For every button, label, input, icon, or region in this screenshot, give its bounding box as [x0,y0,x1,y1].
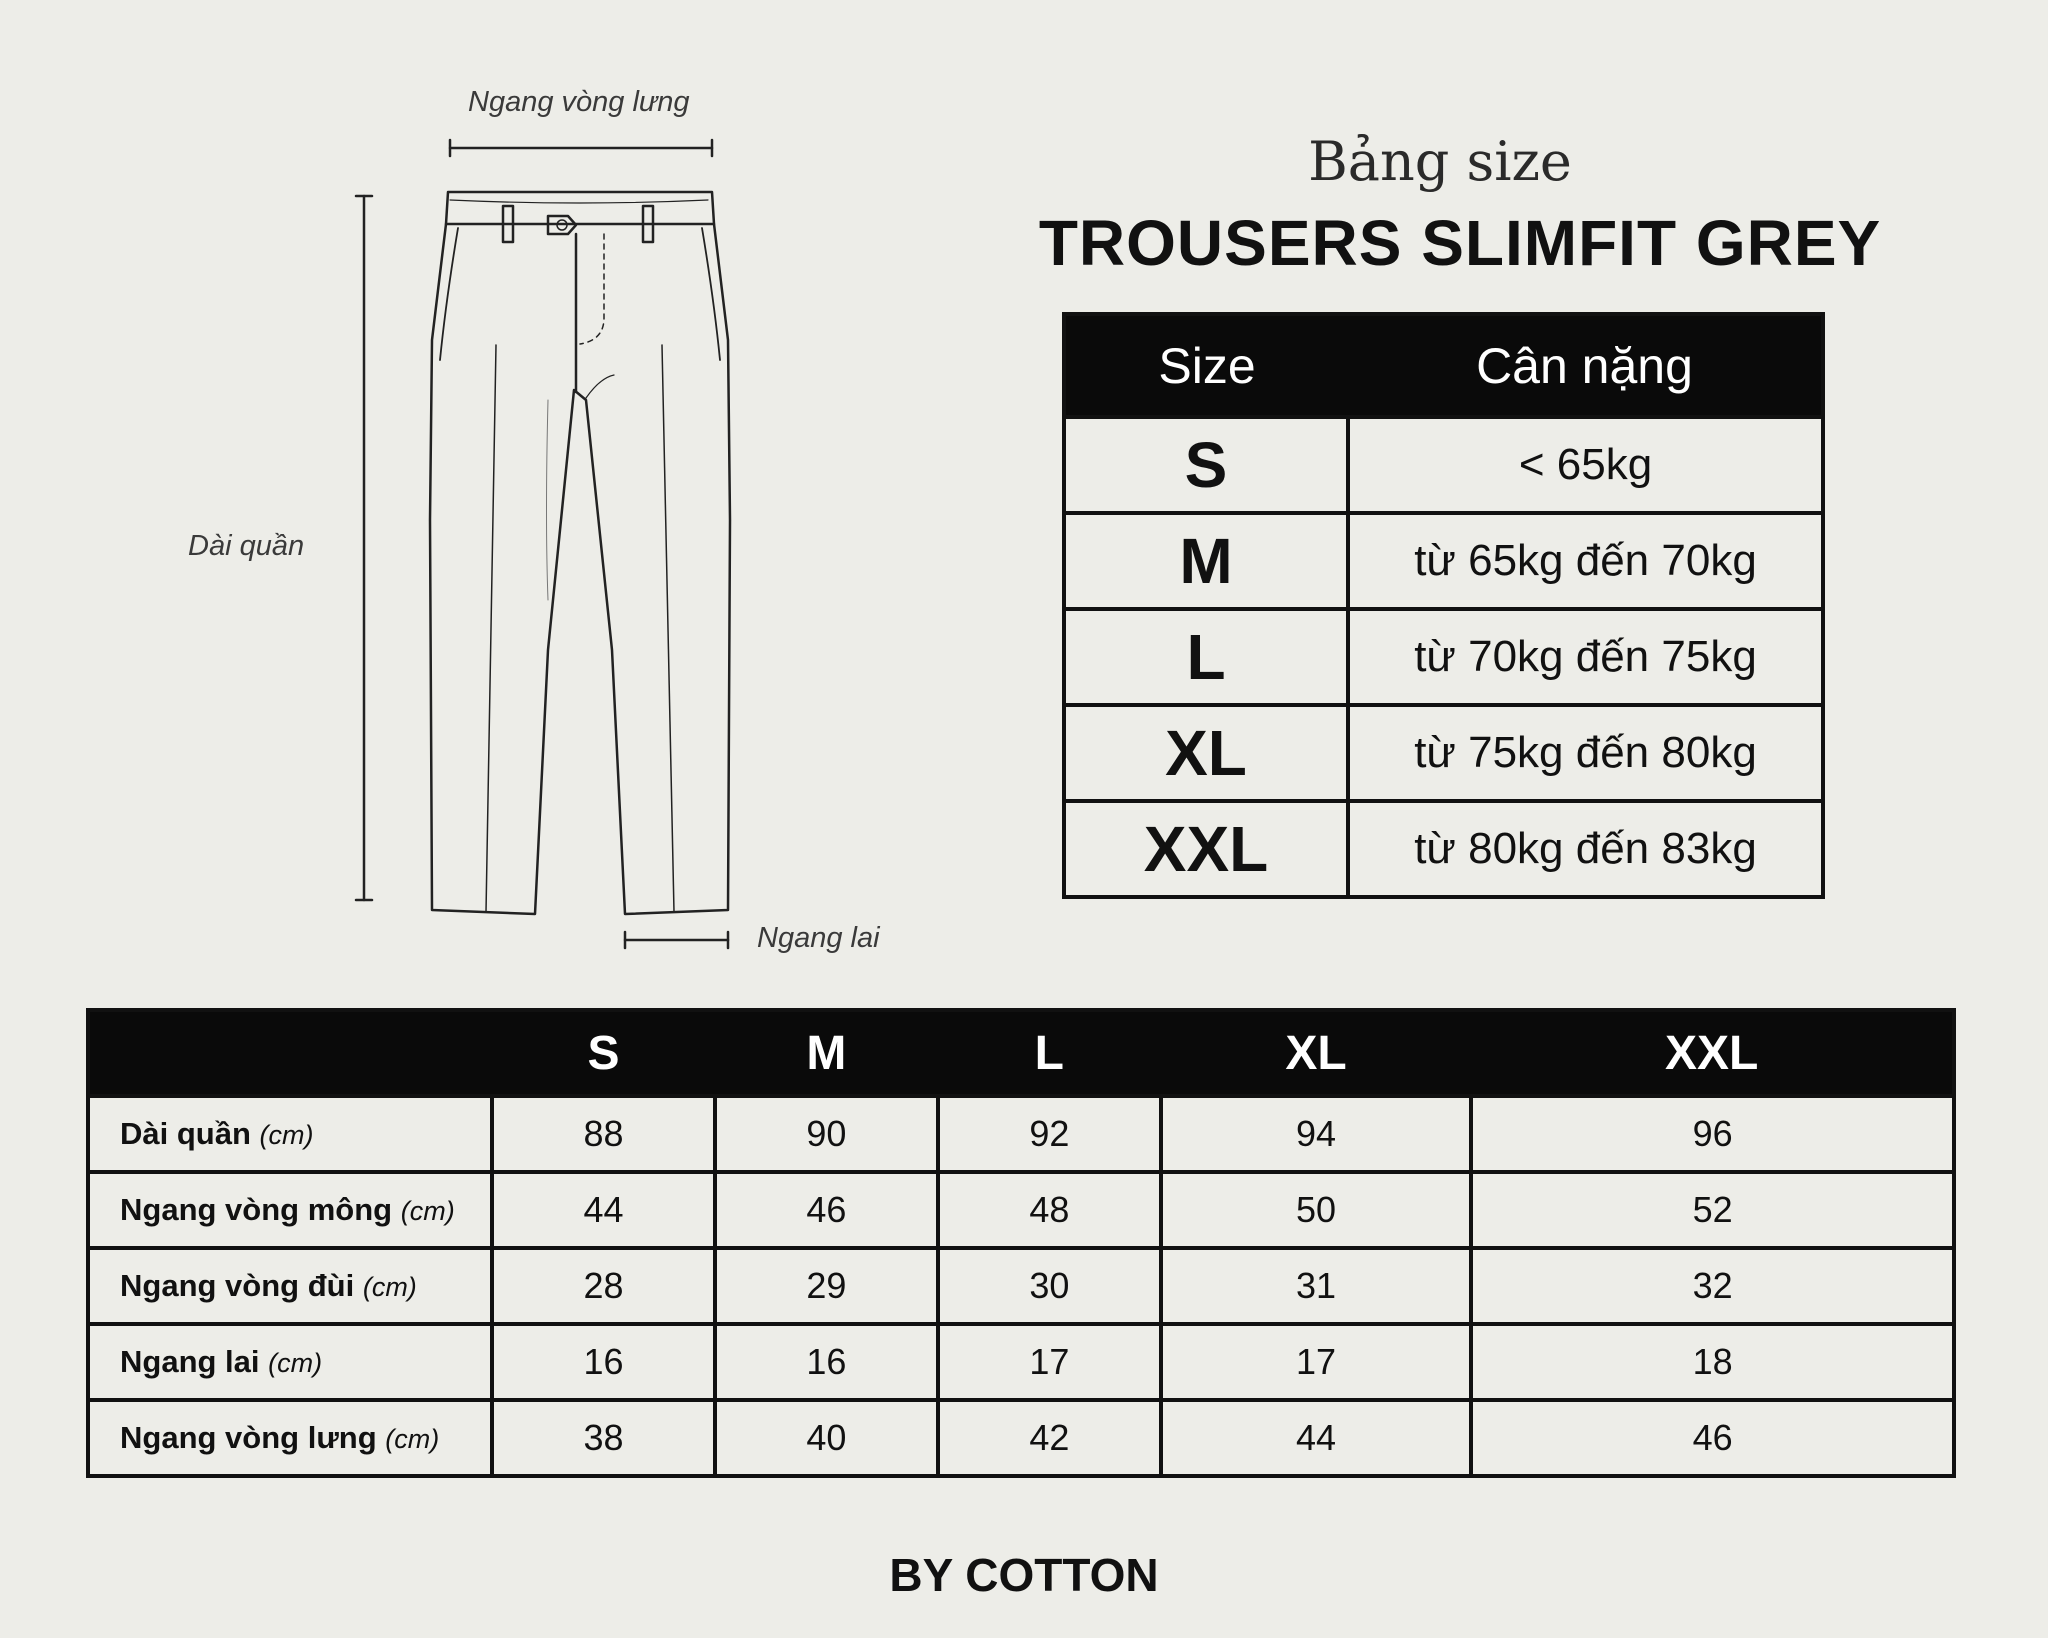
size-cell: XXL [1064,801,1348,897]
header-weight: Cân nặng [1348,314,1823,417]
value-cell: 96 [1471,1096,1954,1172]
value-cell: 88 [492,1096,715,1172]
table-row [1064,705,1823,801]
value-cell: 46 [1471,1400,1954,1476]
row-label [88,1400,492,1476]
value-cell: 90 [715,1096,938,1172]
value-cell: 42 [938,1400,1161,1476]
trouser-diagram [0,0,1000,1000]
row-label-text: Dài quần [120,1116,251,1151]
value-cell: 17 [938,1324,1161,1400]
value-cell: 32 [1471,1248,1954,1324]
table-row [1064,417,1823,513]
page-title: TROUSERS SLIMFIT GREY [1038,207,1882,279]
row-label [88,1324,492,1400]
row-label [88,1172,492,1248]
value-cell: 50 [1161,1172,1471,1248]
measurement-table-header [88,1010,1954,1096]
size-cell: S [1064,417,1348,513]
size-cell: L [1064,609,1348,705]
waist-label: Ngang vòng lưng [468,86,690,118]
value-cell: 16 [492,1324,715,1400]
row-label-text: Ngang lai [120,1344,260,1379]
size-cell: M [1064,513,1348,609]
header-size-xl: XL [1161,1010,1471,1096]
value-cell: 18 [1471,1324,1954,1400]
weight-cell: từ 70kg đến 75kg [1348,609,1823,705]
header-size-m: M [715,1010,938,1096]
table-row [88,1400,1954,1476]
value-cell: 29 [715,1248,938,1324]
table-row [1064,513,1823,609]
weight-cell: từ 80kg đến 83kg [1348,801,1823,897]
row-label-text: Ngang vòng mông [120,1192,393,1227]
value-cell: 16 [715,1324,938,1400]
page-subtitle: Bảng size [1308,130,1572,193]
value-cell: 92 [938,1096,1161,1172]
measurement-table [86,1008,1956,1478]
hem-dimension-line [625,932,728,948]
value-cell: 17 [1161,1324,1471,1400]
row-label [88,1096,492,1172]
value-cell: 38 [492,1400,715,1476]
row-unit: (cm) [385,1424,440,1454]
row-unit: (cm) [268,1348,323,1378]
table-row [88,1248,1954,1324]
row-label-text: Ngang vòng đùi [120,1268,355,1303]
value-cell: 52 [1471,1172,1954,1248]
table-row [1064,609,1823,705]
value-cell: 40 [715,1400,938,1476]
value-cell: 44 [1161,1400,1471,1476]
value-cell: 94 [1161,1096,1471,1172]
row-unit: (cm) [362,1272,417,1302]
weight-cell: < 65kg [1348,417,1823,513]
table-row [88,1324,1954,1400]
header-size-xxl: XXL [1471,1010,1954,1096]
value-cell: 30 [938,1248,1161,1324]
row-unit: (cm) [259,1120,314,1150]
value-cell: 31 [1161,1248,1471,1324]
trouser-outline [430,192,730,914]
table-row [88,1172,1954,1248]
row-unit: (cm) [400,1196,455,1226]
header-size-s: S [492,1010,715,1096]
table-row [88,1096,1954,1172]
header-blank [88,1010,492,1096]
hem-label: Ngang lai [757,922,880,954]
value-cell: 28 [492,1248,715,1324]
waist-dimension-line [450,140,712,156]
header-size-l: L [938,1010,1161,1096]
value-cell: 48 [938,1172,1161,1248]
value-cell: 46 [715,1172,938,1248]
length-dimension-line [356,196,372,900]
size-cell: XL [1064,705,1348,801]
length-label: Dài quần [188,530,305,562]
weight-cell: từ 65kg đến 70kg [1348,513,1823,609]
brand-footer: BY COTTON [889,1549,1159,1601]
weight-table-header [1064,314,1823,417]
row-label [88,1248,492,1324]
weight-size-table [1062,312,1825,899]
row-label-text: Ngang vòng lưng [120,1420,377,1455]
header-size: Size [1064,314,1348,417]
weight-cell: từ 75kg đến 80kg [1348,705,1823,801]
value-cell: 44 [492,1172,715,1248]
table-row [1064,801,1823,897]
